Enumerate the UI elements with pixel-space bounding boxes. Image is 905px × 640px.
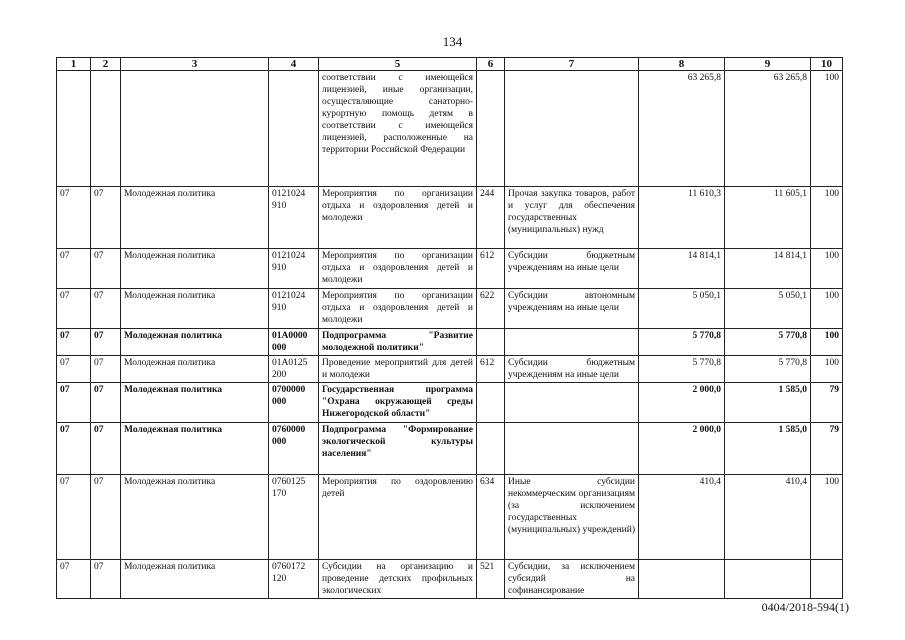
cell-section-name: Молодежная политика bbox=[121, 423, 269, 475]
column-header-1: 1 bbox=[57, 58, 91, 71]
cell-executed-amount: 63 265,8 bbox=[725, 71, 811, 187]
cell-planned-amount bbox=[639, 560, 725, 599]
cell-section-name bbox=[121, 71, 269, 187]
cell-description: Проведение мероприятий для детей и молодежи bbox=[319, 356, 477, 383]
table-row bbox=[57, 187, 843, 249]
cell-description: Государственная программа "Охрана окружающей среды Нижегородской области" bbox=[319, 383, 477, 423]
cell-target-code: 0121024 910 bbox=[269, 289, 319, 329]
column-header-9: 9 bbox=[725, 58, 811, 71]
cell-expense-type-name bbox=[505, 329, 639, 356]
header-row bbox=[57, 58, 843, 71]
cell-section-name: Молодежная политика bbox=[121, 356, 269, 383]
column-header-10: 10 bbox=[811, 58, 843, 71]
cell-expense-type-name: Субсидии бюджетным учреждениям на иные цели bbox=[505, 356, 639, 383]
cell-expense-type bbox=[477, 329, 505, 356]
cell-code-subsection: 07 bbox=[91, 475, 121, 560]
cell-code-subsection: 07 bbox=[91, 329, 121, 356]
cell-code-subsection: 07 bbox=[91, 560, 121, 599]
cell-executed-amount: 5 770,8 bbox=[725, 356, 811, 383]
cell-planned-amount: 2 000,0 bbox=[639, 383, 725, 423]
cell-expense-type-name bbox=[505, 71, 639, 187]
table-row bbox=[57, 475, 843, 560]
page-number: 134 bbox=[442, 34, 463, 49]
cell-executed-amount: 14 814,1 bbox=[725, 249, 811, 289]
cell-expense-type: 521 bbox=[477, 560, 505, 599]
cell-expense-type bbox=[477, 383, 505, 423]
cell-section-name: Молодежная политика bbox=[121, 560, 269, 599]
cell-section-name: Молодежная политика bbox=[121, 329, 269, 356]
table-row bbox=[57, 329, 843, 356]
column-header-6: 6 bbox=[477, 58, 505, 71]
cell-expense-type-name: Прочая закупка товаров, работ и услуг для обеспечения государственных (муниципальных) нужд bbox=[505, 187, 639, 249]
cell-target-code: 0700000 000 bbox=[269, 383, 319, 423]
cell-executed-amount: 410,4 bbox=[725, 475, 811, 560]
cell-executed-amount: 1 585,0 bbox=[725, 423, 811, 475]
cell-percent: 100 bbox=[811, 356, 843, 383]
cell-description: Мероприятия по организации отдыха и оздоровления детей и молодежи bbox=[319, 289, 477, 329]
table-row bbox=[57, 383, 843, 423]
cell-percent bbox=[811, 560, 843, 599]
cell-expense-type-name bbox=[505, 383, 639, 423]
cell-executed-amount: 11 605,1 bbox=[725, 187, 811, 249]
cell-expense-type: 634 bbox=[477, 475, 505, 560]
cell-percent: 79 bbox=[811, 423, 843, 475]
cell-code-subsection: 07 bbox=[91, 423, 121, 475]
cell-section-name: Молодежная политика bbox=[121, 383, 269, 423]
cell-code-subsection: 07 bbox=[91, 356, 121, 383]
cell-expense-type: 622 bbox=[477, 289, 505, 329]
cell-code-subsection: 07 bbox=[91, 383, 121, 423]
cell-expense-type-name: Субсидии автономным учреждениям на иные цели bbox=[505, 289, 639, 329]
cell-code-subsection: 07 bbox=[91, 289, 121, 329]
cell-description: Подпрограмма "Формирование экологической культуры населения" bbox=[319, 423, 477, 475]
cell-planned-amount: 2 000,0 bbox=[639, 423, 725, 475]
cell-planned-amount: 5 770,8 bbox=[639, 329, 725, 356]
cell-description: Мероприятия по оздоровлению детей bbox=[319, 475, 477, 560]
column-header-2: 2 bbox=[91, 58, 121, 71]
cell-planned-amount: 11 610,3 bbox=[639, 187, 725, 249]
cell-planned-amount: 410,4 bbox=[639, 475, 725, 560]
table-row bbox=[57, 356, 843, 383]
budget-table bbox=[56, 57, 843, 599]
cell-executed-amount: 1 585,0 bbox=[725, 383, 811, 423]
cell-target-code: 0121024 910 bbox=[269, 249, 319, 289]
cell-expense-type-name: Иные субсидии некоммерческим организациям (за исключением государственных (муниципальных) учреждений) bbox=[505, 475, 639, 560]
cell-expense-type-name: Субсидии, за исключением субсидий на софинансирование bbox=[505, 560, 639, 599]
cell-percent: 79 bbox=[811, 383, 843, 423]
cell-planned-amount: 5 050,1 bbox=[639, 289, 725, 329]
cell-percent: 100 bbox=[811, 187, 843, 249]
cell-section-name: Молодежная политика bbox=[121, 187, 269, 249]
cell-percent: 100 bbox=[811, 475, 843, 560]
cell-code-section bbox=[57, 71, 91, 187]
cell-percent: 100 bbox=[811, 289, 843, 329]
table-row bbox=[57, 423, 843, 475]
column-header-4: 4 bbox=[269, 58, 319, 71]
cell-target-code: 0121024 910 bbox=[269, 187, 319, 249]
table-row bbox=[57, 560, 843, 599]
cell-executed-amount: 5 770,8 bbox=[725, 329, 811, 356]
cell-code-section: 07 bbox=[57, 423, 91, 475]
cell-planned-amount: 14 814,1 bbox=[639, 249, 725, 289]
cell-description: соответствии с имеющейся лицензией, иные организации, осуществляющие санаторно-курортную помощь детям в соответствии с имеющейся лицензией, расположенные на территории Российской Федерации bbox=[319, 71, 477, 187]
cell-code-section: 07 bbox=[57, 356, 91, 383]
cell-section-name: Молодежная политика bbox=[121, 289, 269, 329]
cell-executed-amount: 5 050,1 bbox=[725, 289, 811, 329]
document-code: 0404/2018-594(1) bbox=[761, 600, 849, 614]
column-header-7: 7 bbox=[505, 58, 639, 71]
cell-code-section: 07 bbox=[57, 249, 91, 289]
cell-description: Мероприятия по организации отдыха и оздоровления детей и молодежи bbox=[319, 249, 477, 289]
cell-code-subsection bbox=[91, 71, 121, 187]
cell-expense-type: 244 bbox=[477, 187, 505, 249]
cell-expense-type-name bbox=[505, 423, 639, 475]
column-header-5: 5 bbox=[319, 58, 477, 71]
cell-target-code: 0760172 120 bbox=[269, 560, 319, 599]
table-row bbox=[57, 71, 843, 187]
cell-code-section: 07 bbox=[57, 560, 91, 599]
cell-percent: 100 bbox=[811, 249, 843, 289]
cell-percent: 100 bbox=[811, 71, 843, 187]
table-body bbox=[57, 71, 843, 599]
column-header-3: 3 bbox=[121, 58, 269, 71]
cell-code-section: 07 bbox=[57, 187, 91, 249]
cell-percent: 100 bbox=[811, 329, 843, 356]
cell-target-code: 01А0125 200 bbox=[269, 356, 319, 383]
cell-code-section: 07 bbox=[57, 329, 91, 356]
cell-expense-type: 612 bbox=[477, 356, 505, 383]
cell-description: Мероприятия по организации отдыха и оздоровления детей и молодежи bbox=[319, 187, 477, 249]
cell-expense-type bbox=[477, 423, 505, 475]
cell-code-section: 07 bbox=[57, 383, 91, 423]
cell-code-subsection: 07 bbox=[91, 187, 121, 249]
cell-target-code bbox=[269, 71, 319, 187]
cell-expense-type bbox=[477, 71, 505, 187]
cell-code-section: 07 bbox=[57, 475, 91, 560]
table-row bbox=[57, 289, 843, 329]
cell-planned-amount: 5 770,8 bbox=[639, 356, 725, 383]
cell-planned-amount: 63 265,8 bbox=[639, 71, 725, 187]
cell-code-subsection: 07 bbox=[91, 249, 121, 289]
cell-expense-type: 612 bbox=[477, 249, 505, 289]
cell-expense-type-name: Субсидии бюджетным учреждениям на иные цели bbox=[505, 249, 639, 289]
cell-description: Субсидии на организацию и проведение детских профильных экологических bbox=[319, 560, 477, 599]
cell-section-name: Молодежная политика bbox=[121, 249, 269, 289]
cell-description: Подпрограмма "Развитие молодежной политики" bbox=[319, 329, 477, 356]
cell-section-name: Молодежная политика bbox=[121, 475, 269, 560]
cell-target-code: 01А0000 000 bbox=[269, 329, 319, 356]
column-header-8: 8 bbox=[639, 58, 725, 71]
cell-executed-amount bbox=[725, 560, 811, 599]
table-row bbox=[57, 249, 843, 289]
cell-target-code: 0760125 170 bbox=[269, 475, 319, 560]
cell-code-section: 07 bbox=[57, 289, 91, 329]
cell-target-code: 0760000 000 bbox=[269, 423, 319, 475]
